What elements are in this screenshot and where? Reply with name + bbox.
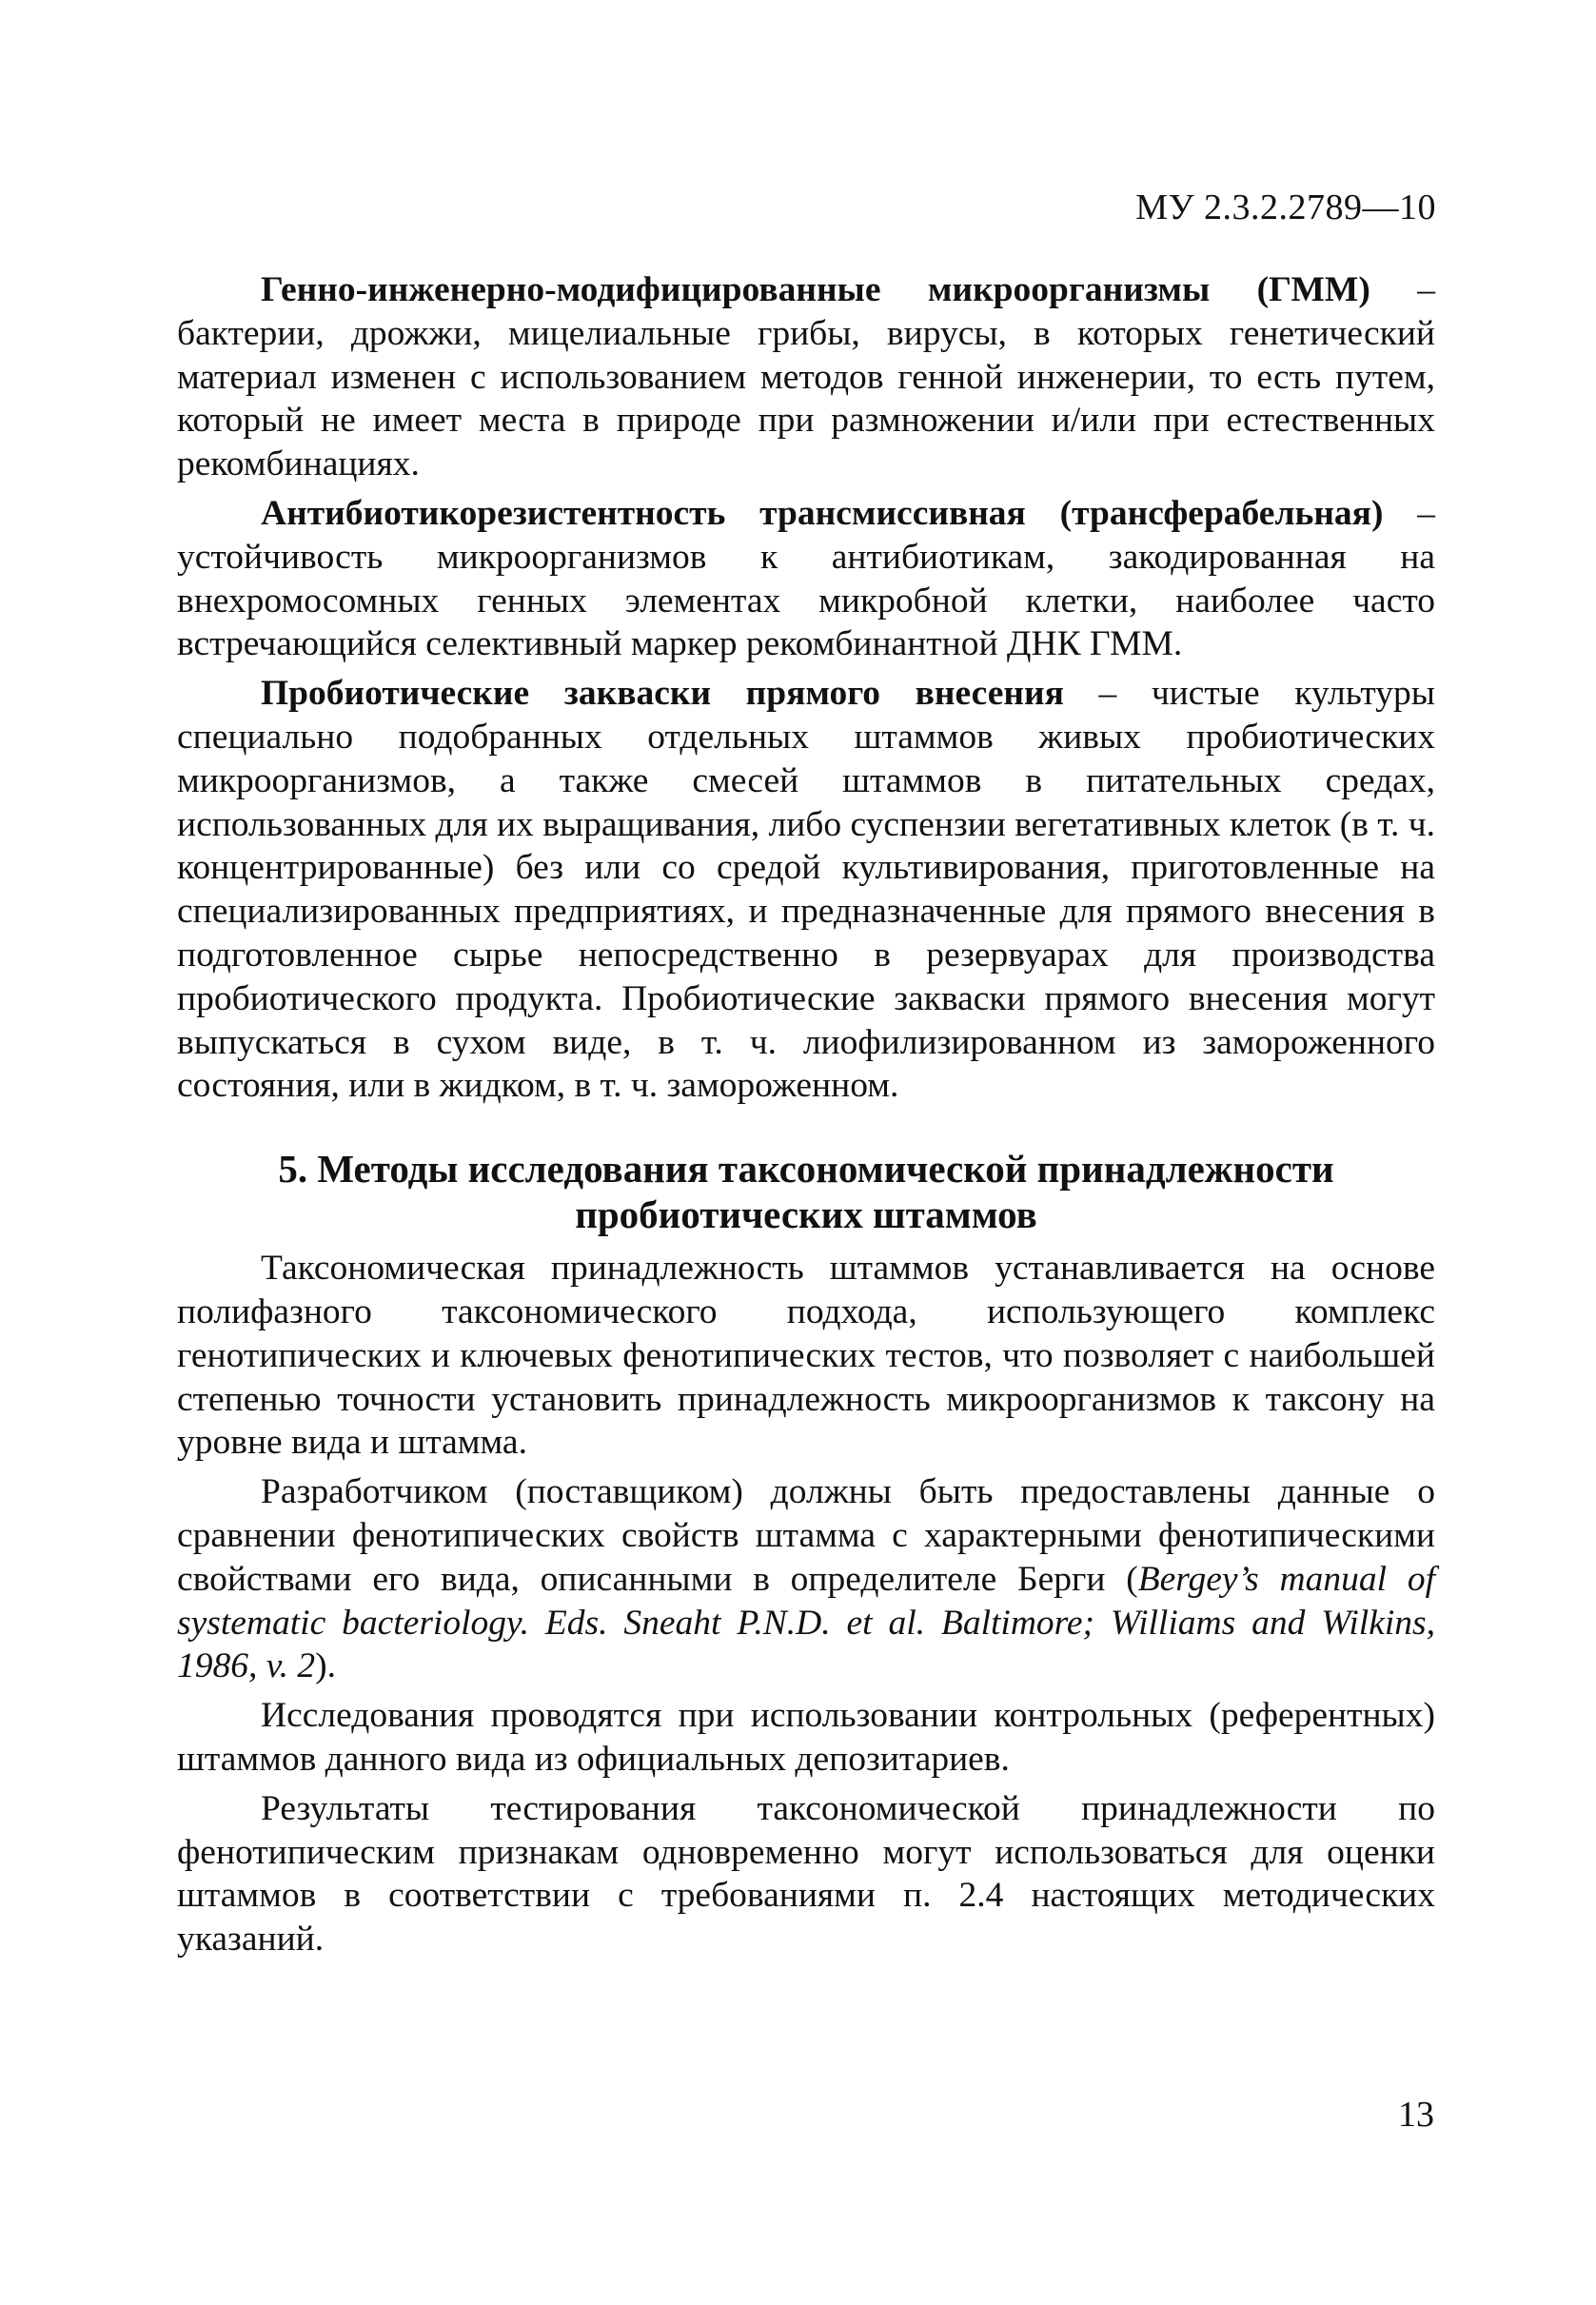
section-paragraph: Исследования проводятся при использовании контрольных (референтных) штаммов данного вида из официальных депозитариев. — [177, 1696, 1435, 1779]
definition-text: – бактерии, дрожжи, мицелиальные грибы, вирусы, в которых генетический материал изменен с использованием методов генной инженерии, то есть путем, который не имеет места в природе при размножении и/или при естественных рекомбинациях. — [177, 270, 1436, 484]
definition-term: Антибиотикорезистентность трансмиссивная (трансферабельная) — [261, 493, 1384, 533]
paragraph-text: ). — [315, 1646, 336, 1686]
definition-text: – чистые культуры специально подобранных отдельных штаммов живых пробиотических микроорганизмов, а также смесей штаммов в питательных средах, использованных для их выращивания, либо суспензии вегетативных клеток (в т. ч. концентрированные) без или со средой культивирования, приготовленные на специализированных предприятиях, и предназначенные для прямого внесения в подготовленное сырье непосредственно в резервуарах для производства пробиотического продукта. Пробиотические закваски прямого внесения могут выпускаться в сухом виде, в т. ч. лиофилизированном из замороженного состояния, или в жидком, в т. ч. замороженном. — [177, 674, 1435, 1106]
section-heading-line: 5. Методы исследования таксономической принадлежности — [278, 1147, 1334, 1192]
definition-paragraph — [177, 268, 1435, 486]
definition-text: – устойчивость микроорганизмов к антибиотикам, закодированная на внехромосомных генных элементах микробной клетки, наиболее часто встречающийся селективный маркер рекомбинантной ДНК ГММ. — [177, 493, 1435, 664]
document-number-header: МУ 2.3.2.2789—10 — [1135, 187, 1436, 227]
section-paragraph: Таксономическая принадлежность штаммов устанавливается на основе полифазного таксономического подхода, использующего комплекс генотипических и ключевых фенотипических тестов, что позволяет с наибольшей степенью точности установить принадлежность микроорганизмов к таксону на уровне вида и штамма. — [177, 1249, 1435, 1463]
bibliographic-reference: Bergey’s manual of systematic bacteriology. Eds. Sneaht P.N.D. et al. Baltimore; Williams and Wilkins, 1986, v. 2 — [177, 1559, 1436, 1686]
section-heading — [177, 1146, 1435, 1237]
paragraph-text: Разработчиком (поставщиком) должны быть предоставлены данные о сравнении фенотипических свойств штамма с характерными фенотипическими свойствами его вида, описанными в определителе Берги ( — [177, 1472, 1435, 1599]
section-paragraph: Результаты тестирования таксономической принадлежности по фенотипическим признакам одновременно могут использоваться для оценки штаммов в соответствии с требованиями п. 2.4 настоящих методических указаний. — [177, 1788, 1435, 1960]
section-heading-line: пробиотических штаммов — [575, 1192, 1037, 1237]
definition-paragraph — [177, 492, 1435, 666]
definition-term: Пробиотические закваски прямого внесения — [261, 674, 1064, 714]
document-body — [177, 268, 1435, 1967]
section-paragraph — [177, 1470, 1435, 1688]
definition-term: Генно-инженерно-модифицированные микроорганизмы (ГММ) — [261, 270, 1370, 309]
definition-paragraph — [177, 672, 1435, 1108]
page-number: 13 — [1398, 2095, 1434, 2135]
